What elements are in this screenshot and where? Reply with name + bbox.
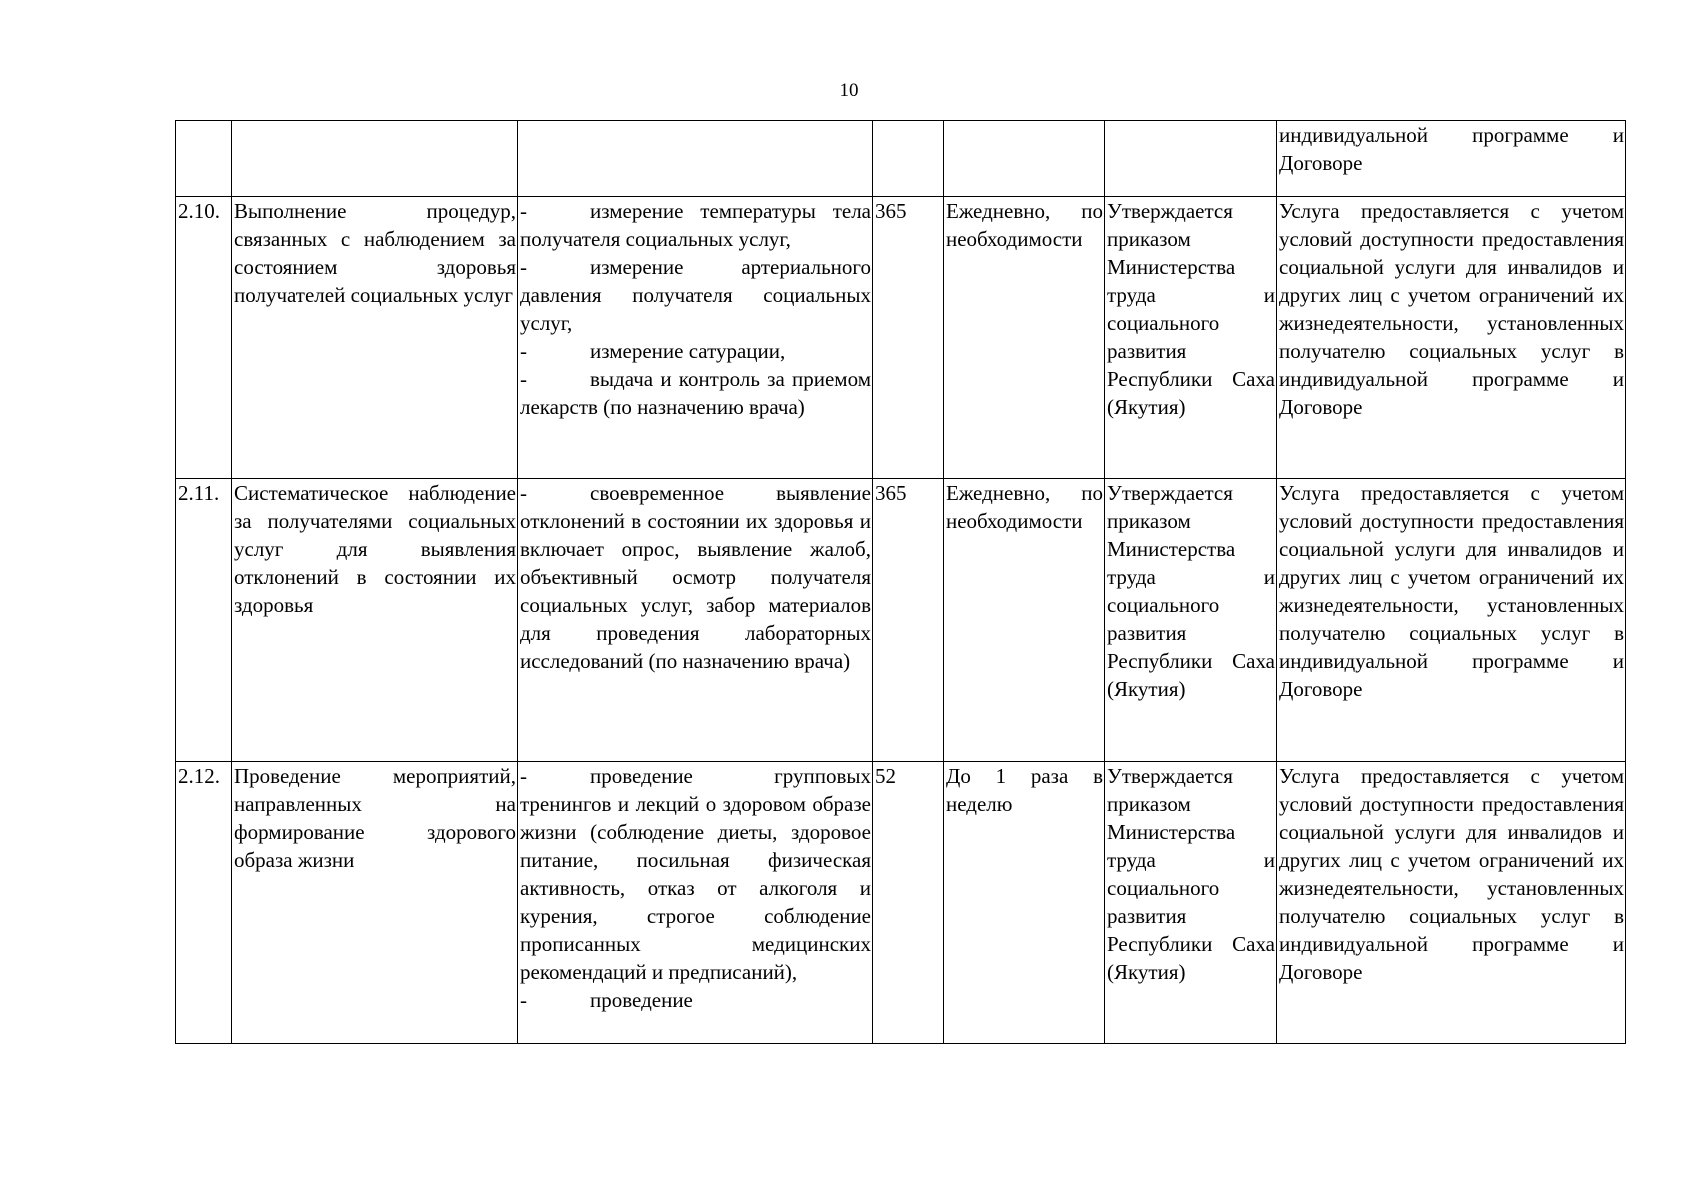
row-number: 2.10. xyxy=(176,197,232,479)
service-periodicity: До 1 раза в неделю xyxy=(944,762,1105,1044)
table-row xyxy=(176,197,1626,479)
content-item: - проведение групповых тренингов и лекций о здоровом образе жизни (соблюдение диеты, здоровое питание, посильная физическая активность, отказ от алкоголя и курения, строгое соблюдение прописанных медицинских рекомендаций и предписаний), xyxy=(520,764,871,984)
service-content xyxy=(518,762,873,1044)
service-name: Проведение мероприятий, направленных на формирование здорового образа жизни xyxy=(232,762,518,1044)
service-volume: 52 xyxy=(873,762,944,1044)
content-item: - измерение температуры тела получателя социальных услуг, xyxy=(520,199,871,251)
service-tariff: Утверждается приказом Министерства труда и социального развития Республики Саха (Якутия) xyxy=(1105,762,1277,1044)
content-item: - измерение артериального давления получателя социальных услуг, xyxy=(520,255,871,335)
service-periodicity: Ежедневно, по необходимости xyxy=(944,479,1105,762)
table-row xyxy=(176,762,1626,1044)
tariff-cell xyxy=(1105,121,1277,197)
service-terms: Услуга предоставляется с учетом условий доступности предоставления социальной услуги для инвалидов и других лиц с учетом ограничений их жизнедеятельности, установленных получателю социальных услуг в индивидуальной программе и Договоре xyxy=(1277,762,1626,1044)
service-periodicity: Ежедневно, по необходимости xyxy=(944,197,1105,479)
service-content xyxy=(518,479,873,762)
content-item: - своевременное выявление отклонений в состоянии их здоровья и включает опрос, выявление жалоб, объективный осмотр получателя социальных услуг, забор материалов для проведения лабораторных исследований (по назначению врача) xyxy=(520,481,871,673)
periodicity-cell xyxy=(944,121,1105,197)
content-item: - проведение xyxy=(520,988,693,1012)
num-cell xyxy=(176,121,232,197)
service-content xyxy=(518,197,873,479)
name-cell xyxy=(232,121,518,197)
content-item: - измерение сатурации, xyxy=(520,339,786,363)
service-tariff: Утверждается приказом Министерства труда и социального развития Республики Саха (Якутия) xyxy=(1105,197,1277,479)
table-row-continuation xyxy=(176,121,1626,197)
page-number: 10 xyxy=(839,80,859,101)
row-number: 2.12. xyxy=(176,762,232,1044)
content-item: - выдача и контроль за приемом лекарств (по назначению врача) xyxy=(520,367,871,419)
service-volume: 365 xyxy=(873,197,944,479)
service-volume: 365 xyxy=(873,479,944,762)
service-terms: Услуга предоставляется с учетом условий доступности предоставления социальной услуги для инвалидов и других лиц с учетом ограничений их жизнедеятельности, установленных получателю социальных услуг в индивидуальной программе и Договоре xyxy=(1277,479,1626,762)
services-table xyxy=(175,120,1626,1044)
service-tariff: Утверждается приказом Министерства труда и социального развития Республики Саха (Якутия) xyxy=(1105,479,1277,762)
volume-cell xyxy=(873,121,944,197)
service-name: Систематическое наблюдение за получателями социальных услуг для выявления отклонений в состоянии их здоровья xyxy=(232,479,518,762)
row-number: 2.11. xyxy=(176,479,232,762)
table-row xyxy=(176,479,1626,762)
service-name: Выполнение процедур, связанных с наблюдением за состоянием здоровья получателей социальных услуг xyxy=(232,197,518,479)
service-terms: Услуга предоставляется с учетом условий доступности предоставления социальной услуги для инвалидов и других лиц с учетом ограничений их жизнедеятельности, установленных получателю социальных услуг в индивидуальной программе и Договоре xyxy=(1277,197,1626,479)
terms-cell: индивидуальной программе и Договоре xyxy=(1277,121,1626,197)
content-cell xyxy=(518,121,873,197)
